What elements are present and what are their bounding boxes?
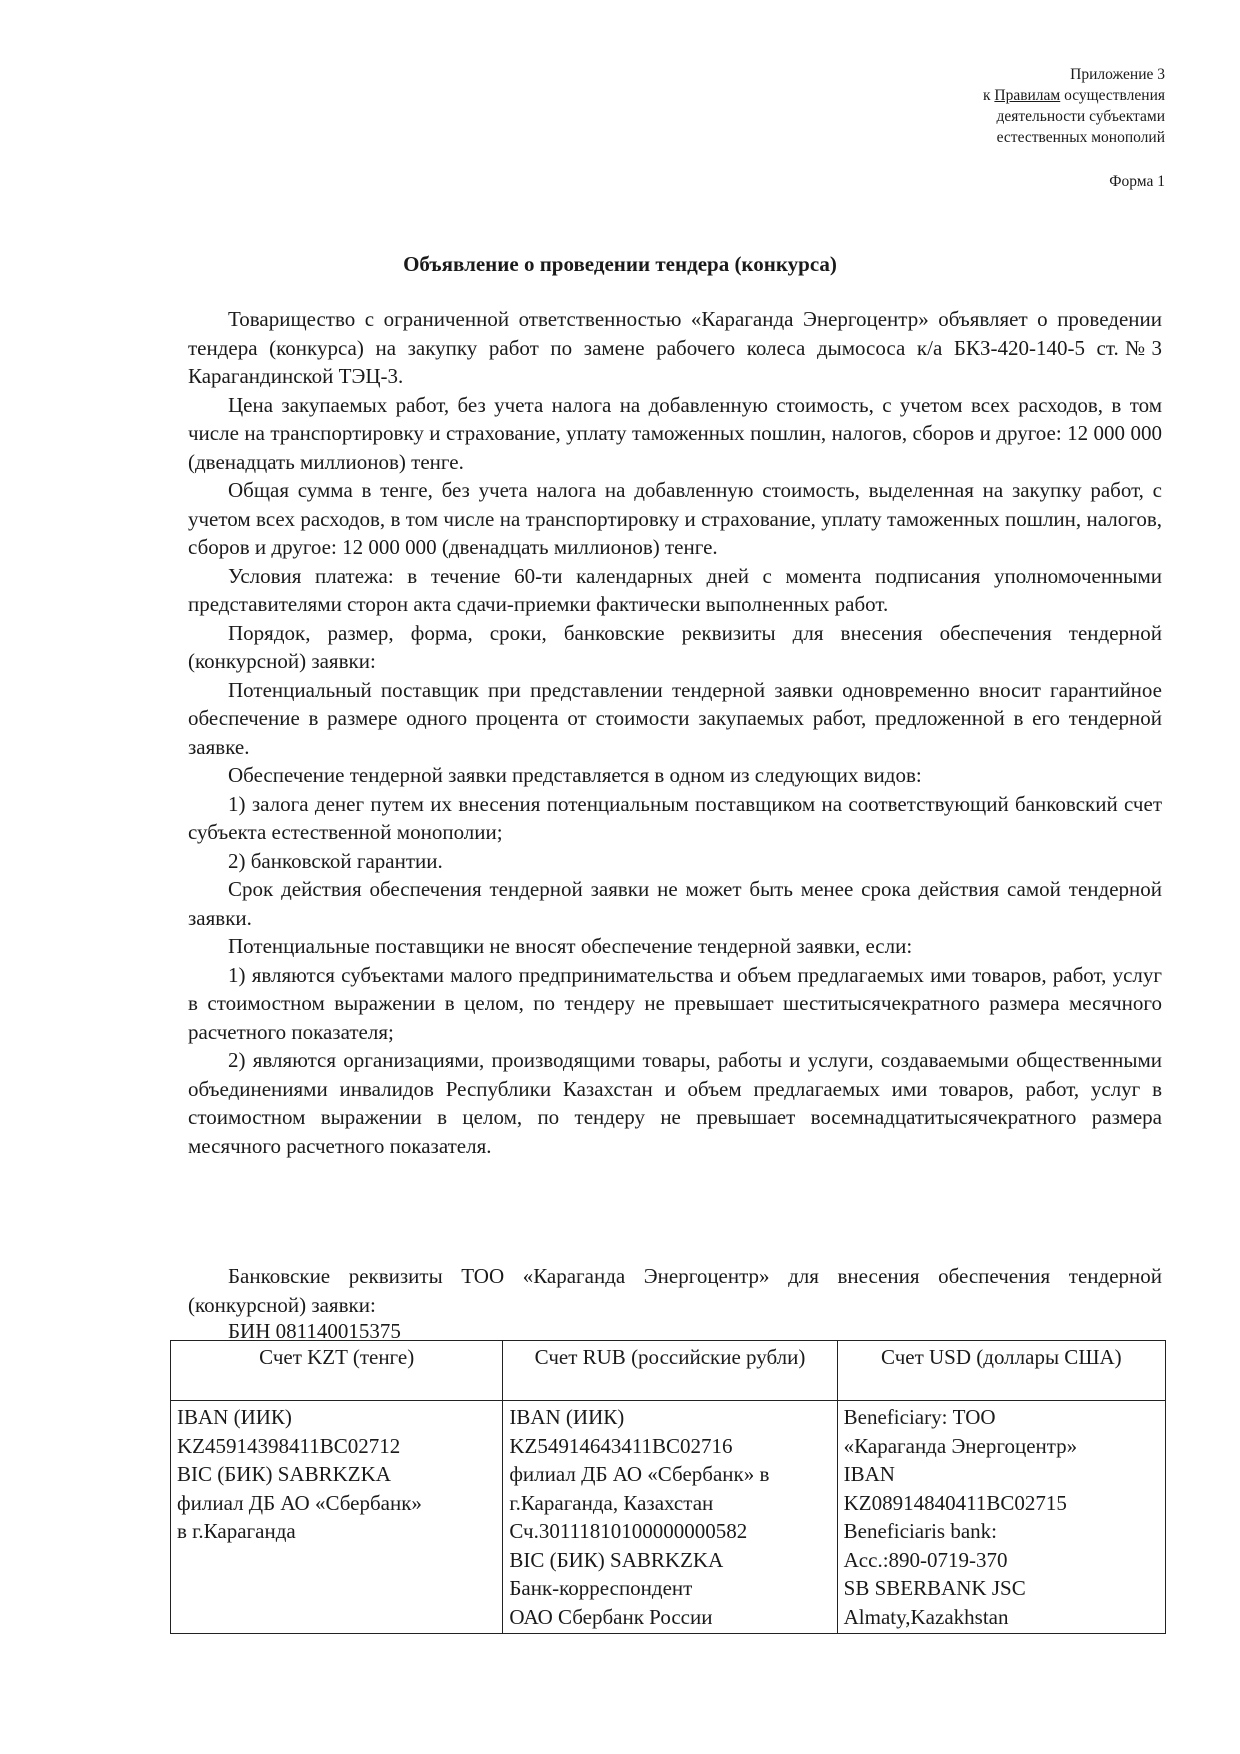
rub-account-cell: [503, 1401, 837, 1634]
form-label: Форма 1: [1109, 173, 1165, 190]
paragraph: Цена закупаемых работ, без учета налога на добавленную стоимость, с учетом всех расходов, в том числе на транспортировку и страхование, уплату таможенных пошлин, налогов, сборов и другое: 12 000 000 (двенадцать миллионов) тенге.: [188, 392, 1162, 474]
annex-line-1: Приложение 3: [1070, 66, 1165, 83]
paragraph: Порядок, размер, форма, сроки, банковские реквизиты для внесения обеспечения тендерной (конкурсной) заявки:: [188, 620, 1162, 673]
cell-line: филиал ДБ АО «Сбербанк»: [177, 1490, 422, 1515]
paragraph: Потенциальные поставщики не вносят обеспечение тендерной заявки, если:: [228, 934, 913, 958]
cell-line: Beneficiary: ТОО: [843, 1405, 996, 1429]
bank-intro-text: Банковские реквизиты ТОО «Караганда Энергоцентр» для внесения обеспечения тендерной (конкурсной) заявки:: [188, 1264, 1162, 1317]
cell-line: BIC (БИК) SABRKZKA: [509, 1547, 724, 1572]
cell-line: Acc.:890-0719-370: [843, 1547, 1008, 1572]
cell-line: Almaty,Kazakhstan: [843, 1604, 1009, 1629]
cell-line: KZ45914398411BC02712: [177, 1433, 401, 1458]
cell-line: г.Караганда, Казахстан: [509, 1490, 714, 1515]
cell-line: KZ54914643411BC02716: [509, 1433, 733, 1458]
header-kzt: Счет KZT (тенге): [171, 1341, 503, 1401]
paragraph: Общая сумма в тенге, без учета налога на добавленную стоимость, выделенная на закупку работ, с учетом всех расходов, в том числе на транспортировку и страхование, уплату таможенных пошлин, налогов, сборов и другое: 12 000 000 (двенадцать миллионов) тенге.: [188, 478, 1162, 559]
paragraph: 2) банковской гарантии.: [228, 848, 443, 873]
announcement-body: [188, 305, 1162, 1160]
cell-line: «Караганда Энергоцентр»: [843, 1433, 1078, 1458]
annex-line-2-suffix: осуществления: [1060, 87, 1165, 104]
cell-line: филиал ДБ АО «Сбербанк» в: [509, 1462, 770, 1486]
paragraph: Срок действия обеспечения тендерной заявки не может быть менее срока действия самой тендерной заявки.: [188, 877, 1162, 930]
table-row: [171, 1401, 1166, 1634]
header-rub: Счет RUB (российские рубли): [503, 1341, 837, 1401]
cell-line: BIC (БИК) SABRKZKA: [177, 1462, 391, 1486]
annex-line-3: деятельности субъектами: [996, 108, 1165, 125]
paragraph: 1) залога денег путем их внесения потенциальным поставщиком на соответствующий банковский счет субъекта естественной монополии;: [188, 791, 1162, 844]
paragraph: 1) являются субъектами малого предпринимательства и объем предлагаемых ими товаров, работ, услуг в стоимостном выражении в целом, по тендеру не превышает шеститысячекратного размера месячного расчетного показателя;: [188, 962, 1162, 1044]
bank-intro: [188, 1262, 1162, 1319]
table-header-row: [171, 1341, 1166, 1401]
cell-line: KZ08914840411BC02715: [843, 1490, 1067, 1515]
cell-line: SB SBERBANK JSC: [843, 1576, 1026, 1600]
paragraph: Условия платежа: в течение 60-ти календарных дней с момента подписания уполномоченными представителями сторон акта сдачи-приемки фактически выполненных работ.: [188, 563, 1162, 616]
cell-line: Банк-корреспондент: [509, 1576, 693, 1600]
usd-account-cell: [837, 1401, 1165, 1634]
cell-line: в г.Караганда: [177, 1519, 296, 1543]
paragraph: 2) являются организациями, производящими товары, работы и услуги, создаваемыми общественными объединениями инвалидов Республики Казахстан и объем предлагаемых ими товаров, работ, услуг в стоимостном выражении в целом, по тендеру не превышает восемнадцатитысячекратного размера месячного расчетного показателя.: [188, 1048, 1162, 1158]
cell-line: IBAN (ИИК): [177, 1405, 292, 1429]
cell-line: Beneficiaris bank:: [843, 1519, 997, 1543]
annex-line-2: [983, 85, 1165, 106]
cell-line: ОАО Сбербанк России: [509, 1604, 713, 1629]
cell-line: IBAN (ИИК): [509, 1405, 625, 1429]
annex-line-4: естественных монополий: [996, 129, 1165, 146]
cell-line: Сч.30111810100000000582: [509, 1519, 748, 1543]
annex-line-2-prefix: к: [982, 87, 995, 104]
document-title: Объявление о проведении тендера (конкурса): [403, 252, 837, 276]
kzt-account-cell: [171, 1401, 503, 1634]
paragraph: Потенциальный поставщик при представлении тендерной заявки одновременно вносит гарантийное обеспечение в размере одного процента от стоимости закупаемых работ, предложенной в его тендерной заявке.: [188, 677, 1162, 759]
header-usd: Счет USD (доллары США): [837, 1341, 1165, 1401]
paragraph: Обеспечение тендерной заявки представляется в одном из следующих видов:: [228, 763, 922, 787]
rules-link[interactable]: Правилам: [994, 87, 1061, 104]
bin-number: БИН 081140015375: [228, 1319, 401, 1343]
annex-header: [983, 64, 1165, 148]
paragraph: Товарищество с ограниченной ответственностью «Караганда Энергоцентр» объявляет о проведении тендера (конкурса) на закупку работ по замене рабочего колеса дымососа к/а БКЗ-420-140-5 ст.№3 Карагандинской ТЭЦ-3.: [188, 307, 1162, 388]
cell-line: IBAN: [843, 1462, 895, 1486]
bank-details-table: [170, 1340, 1166, 1634]
